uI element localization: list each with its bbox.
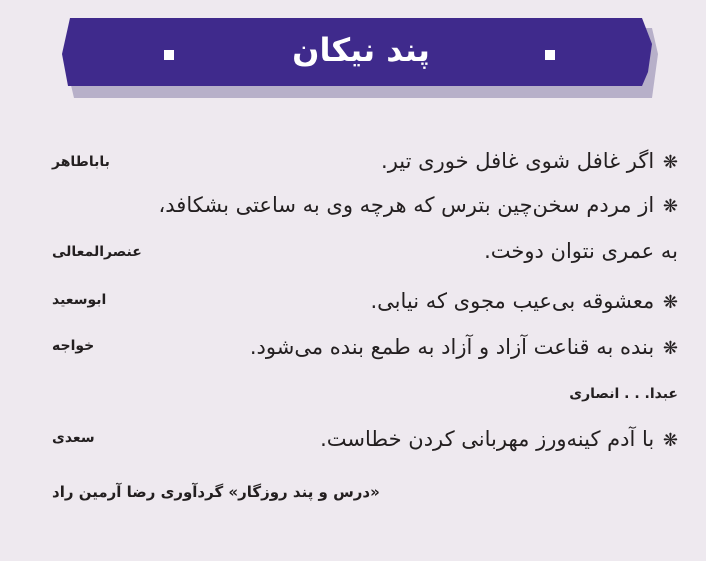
quote-text: به عمری نتوان دوخت. <box>484 239 678 263</box>
quote-author: باباطاهر <box>52 154 110 170</box>
quote-author: عنصرالمعالی <box>52 244 142 260</box>
quote-line <box>370 286 678 318</box>
quote-text: از مردم سخن‌چین بترس که هرچه وی به ساعتی بشکافد، <box>158 193 655 217</box>
quote-line <box>320 424 678 456</box>
quote-line-continued <box>484 236 678 266</box>
bullet-icon: ❋ <box>662 292 678 313</box>
quote-author: ابوسعید <box>52 292 107 308</box>
quote-line <box>250 332 678 364</box>
banner-title: پند نیکان <box>292 31 430 69</box>
quote-text: با آدم کینه‌ورز مهربانی کردن خطاست. <box>320 427 655 451</box>
quote-author-continued: عبدا. . . انصاری <box>569 386 678 402</box>
source-credit: «درس و پند روزگار» گردآوری رضا آرمین راد <box>52 483 380 501</box>
quote-author: سعدی <box>52 430 95 446</box>
quote-text: اگر غافل شوی غافل خوری تیر. <box>381 149 655 173</box>
quote-line <box>381 146 678 178</box>
quote-line <box>159 190 679 222</box>
bullet-icon: ❋ <box>662 430 678 451</box>
bullet-icon: ❋ <box>662 196 678 217</box>
quote-author: خواجه <box>52 338 95 354</box>
quote-text: معشوقه بی‌عیب مجوی که نیابی. <box>370 289 655 313</box>
bullet-icon: ❋ <box>662 152 678 173</box>
bullet-icon: ❋ <box>662 338 678 359</box>
quote-text: بنده به قناعت آزاد و آزاد به طمع بنده می‌شود. <box>249 335 655 359</box>
